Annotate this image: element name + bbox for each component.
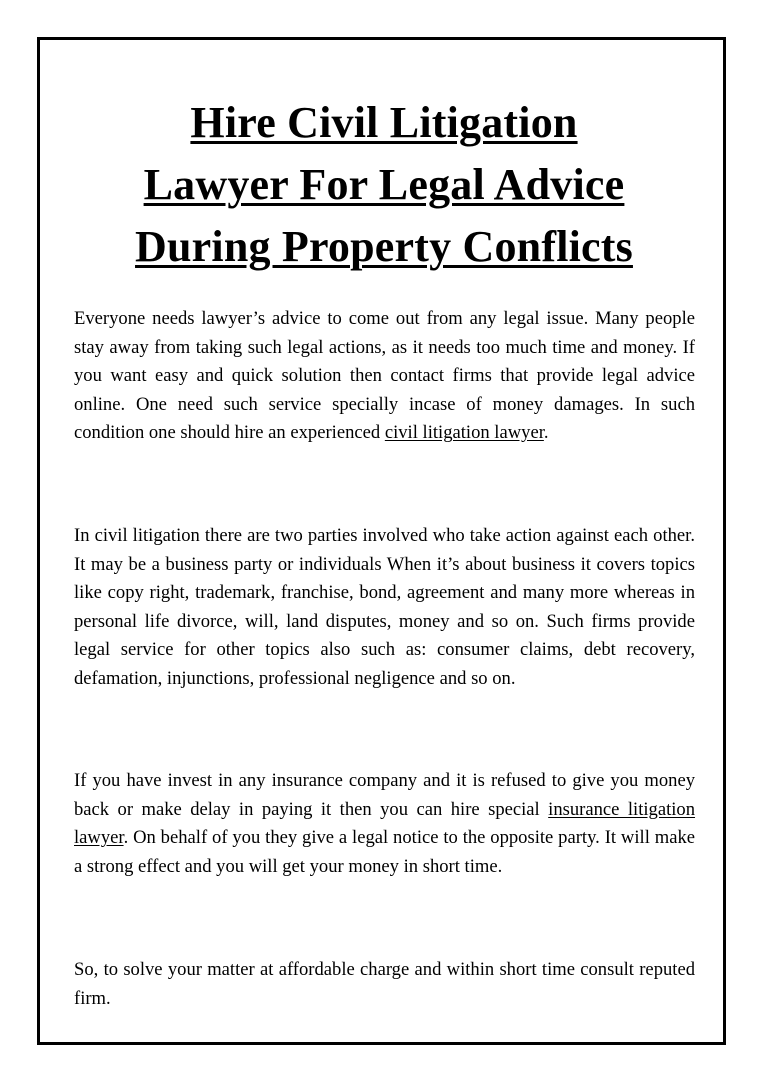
paragraph-intro: [74, 305, 695, 448]
paragraph-civil-litigation: In civil litigation there are two parties involved who take action against each other. It may be a business party or individuals When it’s about business it covers topics like copy right, trademark, franchise, bond, agreement and many more whereas in personal life divorce, will, land disputes, money and so on. Such firms provide legal service for other topics also such as: consumer claims, debt recovery, defamation, injunctions, professional negligence and so on.: [74, 525, 695, 689]
paragraph-text: .: [543, 422, 549, 444]
page-title: [0, 92, 768, 278]
paragraph-insurance: [74, 767, 695, 881]
paragraph-text: Everyone needs lawyer’s advice to come out from any legal issue. Many people stay away from taking such legal actions, as it needs too much time and money. If you want easy and quick solution then contact firms that provide legal advice online. One need such service specially incase of money damages. In such condition one should hire an experienced: [74, 308, 695, 444]
title-line: Lawyer For Legal Advice: [143, 160, 625, 209]
title-line: Hire Civil Litigation: [190, 98, 578, 147]
insurance-litigation-lawyer-link[interactable]: insurance litigation lawyer: [74, 798, 696, 849]
paragraph-text: . On behalf of you they give a legal notice to the opposite party. It will make a strong effect and you will get your money in short time.: [74, 827, 695, 877]
paragraph-text: If you have invest in any insurance company and it is refused to give you money back or make delay in paying it then you can hire special: [74, 770, 695, 820]
civil-litigation-lawyer-link[interactable]: civil litigation lawyer: [384, 422, 544, 444]
title-line: During Property Conflicts: [135, 222, 633, 271]
paragraph-conclusion: So, to solve your matter at affordable charge and within short time consult reputed firm.: [74, 959, 695, 1009]
